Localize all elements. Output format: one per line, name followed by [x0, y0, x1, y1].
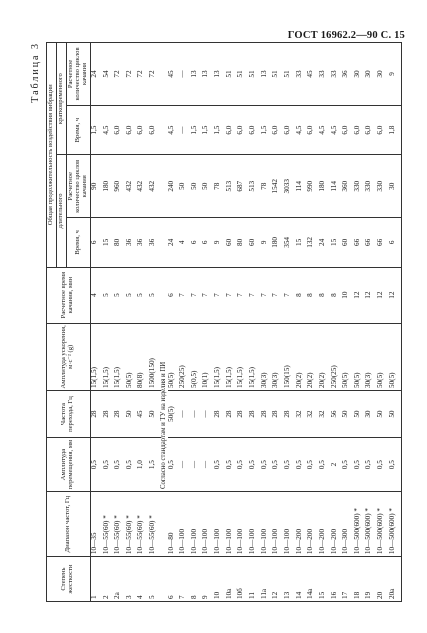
table-cell-sweep: 7: [226, 267, 238, 323]
table-cell-freq: 28: [114, 391, 126, 438]
table-cell-amp: 0,5: [90, 438, 102, 492]
table-cell-freq: 28: [237, 391, 249, 438]
table-cell-degree: 16: [331, 557, 343, 602]
table-cell-sweep: 12: [389, 267, 402, 323]
table-cell-sc: 51: [249, 43, 261, 106]
table-cell-range: 10—100: [272, 492, 284, 557]
table-cell-range: 10—200: [319, 492, 331, 557]
table-cell-lt: 60: [226, 218, 238, 267]
table-cell-sweep: 7: [272, 267, 284, 323]
table-cell-sweep: 12: [354, 267, 366, 323]
table-cell-lt: 6: [202, 218, 214, 267]
table-cell-sc: 54: [103, 43, 115, 106]
table-cell-amp: 0,5: [284, 438, 296, 492]
table-cell-lc: 330: [377, 155, 389, 218]
table-cell-sc: 13: [214, 43, 226, 106]
table-cell-lt: 6: [191, 218, 203, 267]
table-cell-accel: 15(1,5): [103, 323, 115, 390]
table-cell-lc: 432: [149, 155, 161, 218]
table-cell-amp: 0,5: [319, 438, 331, 492]
table-cell-range: 10—100: [214, 492, 226, 557]
table-cell-lt: 180: [272, 218, 284, 267]
table-cell-lc: 687: [237, 155, 249, 218]
table-cell-freq: 28: [249, 391, 261, 438]
standards-note: Согласно стандартам и ТУ на изделия и ПИ: [161, 323, 168, 491]
table-cell-lt: 80: [237, 218, 249, 267]
table-cell-st: 1,5: [261, 105, 273, 154]
col-short: кратковременного: [56, 43, 66, 155]
table-cell-st: 6,0: [284, 105, 296, 154]
table-cell-degree: 5: [149, 557, 161, 602]
table-cell-accel: 20(2): [319, 323, 331, 390]
table-cell-sc: 51: [272, 43, 284, 106]
table-cell-sc: 33: [331, 43, 343, 106]
table-cell-range: 10—500(600) *: [365, 492, 377, 557]
table-cell-amp: 0,5: [114, 438, 126, 492]
table-cell-degree: 3: [126, 557, 138, 602]
table-cell-accel: 80(8): [137, 323, 149, 390]
table-cell-lt: 9: [214, 218, 226, 267]
table-cell-sc: 51: [237, 43, 249, 106]
col-short-cycles: Расчетное количество циклов качания: [66, 43, 90, 106]
table-cell-lt: 15: [296, 218, 308, 267]
table-cell-st: 1,5: [214, 105, 226, 154]
table-cell-range: 10—55(60) *: [114, 492, 126, 557]
table-cell-freq: 30: [365, 391, 377, 438]
table-cell-freq: 50: [126, 391, 138, 438]
table-cell-freq: 28: [284, 391, 296, 438]
table-cell-sc: 36: [342, 43, 354, 106]
table-cell-sc: 72: [126, 43, 138, 106]
table-cell-sweep: 5: [137, 267, 149, 323]
table-cell-amp: 0,5: [307, 438, 319, 492]
table-cell-sc: 33: [296, 43, 308, 106]
table-cell-freq: 28: [272, 391, 284, 438]
table-cell-st: 4,5: [168, 105, 180, 154]
table-cell-degree: 20: [377, 557, 389, 602]
table-row: [377, 43, 389, 602]
table-cell-accel: 50(5): [342, 323, 354, 390]
table-cell-degree: 15: [319, 557, 331, 602]
table-cell-range: 10—100: [191, 492, 203, 557]
table-cell-accel: 50(5): [389, 323, 402, 390]
table-cell-accel: 15(1,5): [249, 323, 261, 390]
table-cell-accel: 30(3): [261, 323, 273, 390]
table-cell-st: 6,0: [149, 105, 161, 154]
table-cell-lt: 66: [354, 218, 366, 267]
table-cell-lt: 354: [284, 218, 296, 267]
table-cell-sc: 72: [149, 43, 161, 106]
table-cell-sc: 33: [319, 43, 331, 106]
table-cell-freq: 28: [261, 391, 273, 438]
table-cell-degree: 1: [90, 557, 102, 602]
table-cell-sc: 9: [389, 43, 402, 106]
table-cell-range: 10—100: [226, 492, 238, 557]
table-cell-amp: 0,5: [296, 438, 308, 492]
table-cell-lc: 50: [202, 155, 214, 218]
table-cell-amp: 0,5: [365, 438, 377, 492]
table-cell-sc: 72: [114, 43, 126, 106]
table-cell-sweep: 10: [342, 267, 354, 323]
table-cell-sc: 30: [377, 43, 389, 106]
table-cell-accel: 15(1,5): [214, 323, 226, 390]
table-cell-freq: 50(5): [168, 391, 180, 438]
table-cell-accel: 15(1,5): [114, 323, 126, 390]
table-cell-lt: 36: [137, 218, 149, 267]
table-cell-sc: 45: [168, 43, 180, 106]
table-cell-st: 6,0: [272, 105, 284, 154]
table-cell-accel: 15(1,5): [90, 323, 102, 390]
table-cell-st: 1,5: [202, 105, 214, 154]
table-cell-sweep: 7: [202, 267, 214, 323]
table-cell-amp: —: [179, 438, 191, 492]
table-cell-sc: 51: [226, 43, 238, 106]
table-cell-sweep: 12: [377, 267, 389, 323]
table-cell-range: 10—55(60) *: [137, 492, 149, 557]
table-cell-sweep: 8: [296, 267, 308, 323]
table-cell-st: 6,0: [226, 105, 238, 154]
table-cell-lc: 513: [249, 155, 261, 218]
table-cell-freq: 56: [331, 391, 343, 438]
table-cell-accel: 5(0,5): [191, 323, 203, 390]
table-cell-freq: 50: [342, 391, 354, 438]
table-cell-lc: 180: [103, 155, 115, 218]
col-sweep: Расчетное время качания, мин: [47, 267, 91, 323]
table-cell-degree: 17: [342, 557, 354, 602]
table-cell-accel: 20(2): [296, 323, 308, 390]
table-cell-sweep: 7: [249, 267, 261, 323]
table-cell-amp: 0,5: [126, 438, 138, 492]
table-cell-lt: 4: [179, 218, 191, 267]
col-short-time: Время, ч: [66, 105, 90, 154]
table-row: [389, 43, 402, 602]
table-cell-lt: 6: [90, 218, 102, 267]
table-cell-range: 10—100: [284, 492, 296, 557]
table-cell-sc: 24: [90, 43, 102, 106]
table-cell-amp: 0,5: [261, 438, 273, 492]
table-cell-freq: 28: [226, 391, 238, 438]
table-cell-degree: 9: [202, 557, 214, 602]
col-freq: Частота перехода, Гц: [47, 391, 91, 438]
table-cell-lt: 9: [261, 218, 273, 267]
table-cell-lt: 66: [365, 218, 377, 267]
table-cell-lc: 114: [331, 155, 343, 218]
table-cell-range: 10—500(600) *: [354, 492, 366, 557]
table-cell-accel: 250(25): [179, 323, 191, 390]
table-cell-st: 6,0: [114, 105, 126, 154]
table-cell-lt: 60: [249, 218, 261, 267]
table-cell-degree: 7: [179, 557, 191, 602]
table-cell-amp: 0,5: [377, 438, 389, 492]
table-cell-sc: 13: [202, 43, 214, 106]
table-cell-amp: 0,5: [342, 438, 354, 492]
col-range: Диапазон частот, Гц: [47, 492, 91, 557]
table-cell-range: 10—55(60) *: [103, 492, 115, 557]
table-cell-lc: 240: [168, 155, 180, 218]
table-cell-range: 10—200: [331, 492, 343, 557]
table-cell-st: 1,5: [191, 105, 203, 154]
table-cell-lc: 330: [354, 155, 366, 218]
table-cell-range: 10—300: [342, 492, 354, 557]
table-cell-accel: 20(2): [307, 323, 319, 390]
table-cell-range: 10—100: [261, 492, 273, 557]
table-cell-freq: 45: [137, 391, 149, 438]
table-cell-degree: 10б: [237, 557, 249, 602]
table-cell-lt: 80: [114, 218, 126, 267]
table-cell-lc: 513: [226, 155, 238, 218]
table-cell-amp: —: [202, 438, 214, 492]
table-cell-lt: 6: [389, 218, 402, 267]
table-cell-amp: 0,5: [272, 438, 284, 492]
table-cell-sc: 51: [284, 43, 296, 106]
table-row: [90, 43, 102, 602]
table-cell-degree: 11а: [261, 557, 273, 602]
table-cell-sweep: 7: [191, 267, 203, 323]
table-cell-range: 10—35: [90, 492, 102, 557]
table-cell-amp: 1,5: [149, 438, 161, 492]
table-cell-amp: 0,5: [226, 438, 238, 492]
table-cell-degree: 11: [249, 557, 261, 602]
table-cell-sc: 13: [261, 43, 273, 106]
table-cell-range: 10—500(600) *: [389, 492, 402, 557]
table-cell-degree: 2а: [114, 557, 126, 602]
table-cell-sweep: 5: [126, 267, 138, 323]
table-cell-st: 6,0: [365, 105, 377, 154]
table-cell-amp: 0,5: [103, 438, 115, 492]
table-cell-freq: 32: [319, 391, 331, 438]
table-cell-lc: 3033: [284, 155, 296, 218]
table-cell-lc: 90: [90, 155, 102, 218]
col-long-cycles: Расчетное количество циклов качания: [66, 155, 90, 218]
table-cell-amp: 0,5: [389, 438, 402, 492]
table-cell-lc: 78: [261, 155, 273, 218]
table-cell-degree: 6: [168, 557, 180, 602]
table-cell-accel: 50(5): [168, 323, 180, 390]
table-cell-sweep: 7: [261, 267, 273, 323]
table-cell-amp: 0,5: [214, 438, 226, 492]
table-cell-lc: 50: [191, 155, 203, 218]
table-cell-accel: 30(3): [272, 323, 284, 390]
table-cell-freq: 32: [307, 391, 319, 438]
table-cell-degree: 14а: [307, 557, 319, 602]
table-cell-degree: 13: [284, 557, 296, 602]
table-cell-lt: 60: [342, 218, 354, 267]
table-cell-lt: 15: [331, 218, 343, 267]
table-cell-range: 10—55(60) *: [149, 492, 161, 557]
table-cell-lc: 30: [389, 155, 402, 218]
table-cell-freq: —: [191, 391, 203, 438]
table-cell-sc: 45: [307, 43, 319, 106]
table-row: [284, 43, 296, 602]
table-cell-freq: 50: [149, 391, 161, 438]
table-cell-sweep: 5: [114, 267, 126, 323]
table-cell-lt: 36: [149, 218, 161, 267]
table-cell-degree: 8: [191, 557, 203, 602]
table-cell-freq: 28: [103, 391, 115, 438]
table-cell-range: 10—100: [249, 492, 261, 557]
col-degree: Степень жесткости: [47, 557, 91, 602]
table-cell-freq: —: [202, 391, 214, 438]
table-cell-sweep: 12: [365, 267, 377, 323]
table-cell-lc: 432: [137, 155, 149, 218]
table-cell-lc: 50: [179, 155, 191, 218]
table-cell-accel: 15(1,5): [237, 323, 249, 390]
table-cell-accel: 150(15): [284, 323, 296, 390]
page-header: ГОСТ 16962.2—90 С. 15: [287, 30, 405, 41]
table-cell-degree: 12: [272, 557, 284, 602]
table-cell-sc: 13: [191, 43, 203, 106]
col-accel: Амплитуда ускорения, м·с⁻² (g): [47, 323, 91, 390]
table-cell-range: 10—100: [237, 492, 249, 557]
table-cell-freq: 28: [214, 391, 226, 438]
table-cell-sweep: 8: [319, 267, 331, 323]
table-cell-degree: 18: [354, 557, 366, 602]
table-cell-lt: 36: [126, 218, 138, 267]
table-cell-degree: 19: [365, 557, 377, 602]
table-cell-st: 6,0: [249, 105, 261, 154]
table-cell-degree: 10а: [226, 557, 238, 602]
table-cell-freq: 50: [354, 391, 366, 438]
table-cell-st: 6,0: [126, 105, 138, 154]
table-cell-amp: 0,5: [168, 438, 180, 492]
table-cell-degree: 10: [214, 557, 226, 602]
table-cell-degree: 20а: [389, 557, 402, 602]
table-cell-sc: 30: [365, 43, 377, 106]
table-cell-degree: 2: [103, 557, 115, 602]
table-cell-range: 10—500(600) *: [377, 492, 389, 557]
table-cell-st: 4,5: [296, 105, 308, 154]
table-cell-accel: 50(5): [377, 323, 389, 390]
table-cell-sweep: 8: [307, 267, 319, 323]
table-cell-st: 6,0: [377, 105, 389, 154]
table-cell-amp: 1,0: [137, 438, 149, 492]
table-cell-range: 10—100: [179, 492, 191, 557]
rotated-table-container: [30, 42, 402, 602]
table-cell-lt: 132: [307, 218, 319, 267]
table-cell-accel: 50(5): [354, 323, 366, 390]
table-cell-freq: 32: [296, 391, 308, 438]
table-cell-st: 4,5: [103, 105, 115, 154]
table-cell-lc: 78: [214, 155, 226, 218]
table-cell-st: 6,0: [342, 105, 354, 154]
table-cell-sweep: 4: [90, 267, 102, 323]
table-cell-accel: 250(25): [331, 323, 343, 390]
table-cell-lc: 990: [307, 155, 319, 218]
table-cell-freq: 28: [90, 391, 102, 438]
table-cell-lc: 360: [342, 155, 354, 218]
table-cell-st: 4,5: [319, 105, 331, 154]
table-cell-accel: 1500(150): [149, 323, 161, 390]
table-cell-lc: 960: [114, 155, 126, 218]
table-cell-sc: 72: [137, 43, 149, 106]
table-cell-range: 10—100: [202, 492, 214, 557]
table-title: Таблица 3: [30, 42, 41, 103]
table-cell-degree: 14: [296, 557, 308, 602]
table-cell-sweep: 7: [214, 267, 226, 323]
table-cell-st: 1,8: [389, 105, 402, 154]
table-cell-amp: 0,5: [249, 438, 261, 492]
table-cell-degree: 4: [137, 557, 149, 602]
col-long: длительного: [56, 155, 66, 267]
table-body: [90, 43, 401, 602]
table-cell-sweep: 6: [168, 267, 180, 323]
table-cell-lt: 15: [103, 218, 115, 267]
table-cell-range: 10—80: [168, 492, 180, 557]
table-cell-sweep: 7: [284, 267, 296, 323]
table-cell-lc: 180: [319, 155, 331, 218]
table-cell-amp: —: [191, 438, 203, 492]
table-cell-amp: 0,5: [354, 438, 366, 492]
table-cell-sweep: 7: [237, 267, 249, 323]
table-cell-range: 10—200: [296, 492, 308, 557]
table-cell-lc: 330: [365, 155, 377, 218]
table-cell-sc: —: [179, 43, 191, 106]
table-cell-range: 10—55(60) *: [126, 492, 138, 557]
table-cell-sweep: 5: [103, 267, 115, 323]
table-cell-freq: —: [179, 391, 191, 438]
table-cell-st: 6,0: [137, 105, 149, 154]
table-cell-sweep: 5: [149, 267, 161, 323]
col-long-time: Время, ч: [66, 218, 90, 267]
table-cell-accel: 30(3): [365, 323, 377, 390]
table-cell-st: 1,5: [90, 105, 102, 154]
table-row: [149, 43, 161, 602]
table-cell-st: 4,5: [331, 105, 343, 154]
table-cell-st: 6,0: [237, 105, 249, 154]
table-cell-accel: 15(1,5): [226, 323, 238, 390]
table-cell-freq: 50: [377, 391, 389, 438]
table-cell-sweep: 7: [179, 267, 191, 323]
table-cell-sc: 30: [354, 43, 366, 106]
table-row: [319, 43, 331, 602]
table-cell-amp: 2: [331, 438, 343, 492]
table-cell-lt: 24: [319, 218, 331, 267]
table-row: [249, 43, 261, 602]
table-cell-accel: 10(1): [202, 323, 214, 390]
table-cell-lt: 66: [377, 218, 389, 267]
table-cell-accel: 50(5): [126, 323, 138, 390]
col-total: Общая продолжительность воздействия вибрации: [47, 43, 57, 268]
table-cell-range: 10—200: [307, 492, 319, 557]
col-amp: Амплитуда перемещения, мм: [47, 438, 91, 492]
table-cell-freq: 50: [389, 391, 402, 438]
table-cell-st: 6,0: [307, 105, 319, 154]
table-cell-sweep: 8: [331, 267, 343, 323]
table-cell-st: 6,0: [354, 105, 366, 154]
table-cell-amp: 0,5: [237, 438, 249, 492]
vibration-table: [46, 42, 402, 602]
table-cell-lt: 24: [168, 218, 180, 267]
table-cell-lc: 1542: [272, 155, 284, 218]
table-cell-lc: 114: [296, 155, 308, 218]
table-cell-st: —: [179, 105, 191, 154]
table-cell-lc: 432: [126, 155, 138, 218]
